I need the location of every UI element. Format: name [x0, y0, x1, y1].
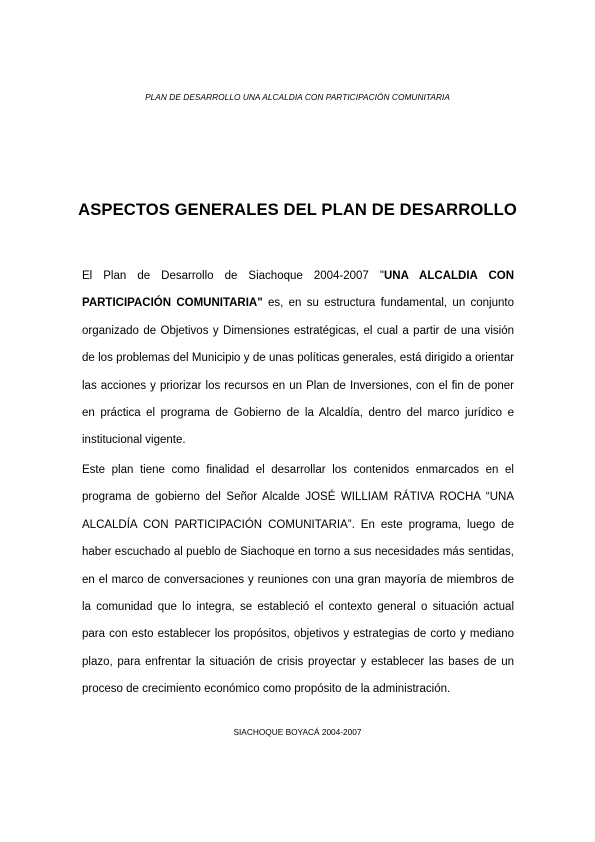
paragraph-1-lead: El Plan de Desarrollo de Siachoque 2004-2007 " [82, 270, 384, 282]
paragraph-1-bold-title: UNA ALCALDIA CON PARTICIPACIÓN COMUNITARIA" [82, 270, 514, 310]
running-header: PLAN DE DESARROLLO UNA ALCALDIA CON PARTICIPACIÓN COMUNITARIA [145, 92, 450, 102]
body-paragraph-1 [82, 263, 514, 455]
paragraph-1-rest: es, en su estructura fundamental, un conjunto organizado de Objetivos y Dimensiones estratégicas, el cual a partir de una visión de los problemas del Municipio y de unas políticas generales, está dirigido a orientar las acciones y priorizar los recursos en un Plan de Inversiones, con el fin de poner en práctica el programa de Gobierno de la Alcaldía, dentro del marco jurídico e institucional vigente. [82, 297, 514, 447]
page-footer: SIACHOQUE BOYACÁ 2004-2007 [233, 727, 362, 737]
page-title: ASPECTOS GENERALES DEL PLAN DE DESARROLLO [78, 200, 517, 219]
body-paragraph-2: Este plan tiene como finalidad el desarrollar los contenidos enmarcados en el programa de gobierno del Señor Alcalde JOSÉ WILLIAM RÁTIVA ROCHA “UNA ALCALDÍA CON PARTICIPACIÓN COMUNITARIA”. En este programa, luego de haber escuchado al pueblo de Siachoque en torno a sus necesidades más sentidas, en el marco de conversaciones y reuniones con una gran mayoría de miembros de la comunidad que lo integra, se estableció el contexto general o situación actual para con esto establecer los propósitos, objetivos y estrategias de corto y mediano plazo, para enfrentar la situación de crisis proyectar y establecer las bases de un proceso de crecimiento económico como propósito de la administración. [82, 464, 514, 696]
